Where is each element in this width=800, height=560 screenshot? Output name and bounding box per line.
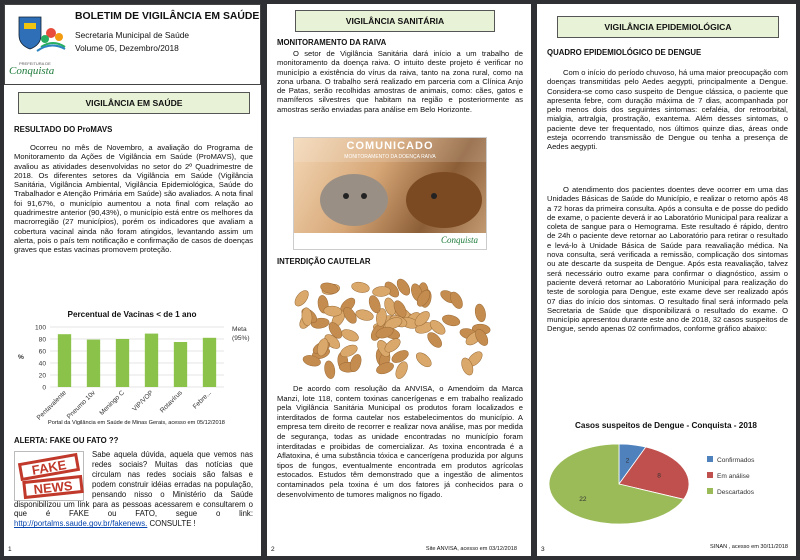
alert-heading: ALERTA: FAKE OU FATO ?? [14,436,119,445]
campaign-brand: Conquista [440,235,478,245]
page-3 [537,4,796,556]
result-heading: RESULTADO DO ProMAVS [14,125,113,134]
legend-swatch [707,472,713,478]
x-tick-label: Pneumo 10v [65,389,97,421]
legend-label: Confirmados [717,457,755,464]
result-text: Ocorreu no mês de Novembro, a avaliação do Programa de Monitoramento da Ações de Vigilância em Saúde (ProMAVS), que avaliou as atividades desenvolvidas no setor do 2º Quadrimestre de 2018. Os diferentes setores da Vigilância em Saúde (Vigilância Sanitária, Vigilância Ambiental, Vigilância Epidemiológica, Saúde do Trabalhador e Atenção Primária em Saúde) são avaliados. A nota final foi 91,67%, o município aumentou a nota final com relação ao quadrimestre anterior (90,43%), o município está entre os melhores da macrorregião (27 municípios), porém os indicadores que avaliam a cobertura vacinal ainda não foram atingidos, levantando assim um alerta, pois o país tem notificação e confirmação de casos de doenças graves que estas vacinas promovem proteção. [14,143,253,255]
page-number: 3 [541,546,545,553]
slice-label: 22 [579,495,587,503]
bar [174,342,187,387]
bar [87,340,100,387]
fake-stamp-text: FAKE [18,453,80,481]
brand-name: Conquista [9,65,55,77]
chart-title: Percentual de Vacinas < de 1 ano [67,310,197,319]
page-number: 2 [271,546,275,553]
legend-swatch [707,456,713,462]
header-subtitle: Secretaria Municipal de Saúde [75,30,190,40]
bar [116,339,129,387]
chart-title: Casos suspeitos de Dengue - Conquista - 2018 [575,421,757,430]
dengue-heading: QUADRO EPIDEMIOLÓGICO DE DENGUE [547,48,702,57]
anvisa-source: Site ANVISA, acesso em 03/12/2018 [425,546,517,552]
ban-heading: INTERDIÇÃO CAUTELAR [277,257,371,266]
news-stamp-text: NEWS [22,475,84,499]
slice-label: 8 [657,472,661,480]
ban-text: De acordo com resolução da ANVISA, o Amendoim da Marca Manzi, lote 118, contem toxinas cancerígenas e em trabalho realizado pela Vigilância Sanitária Municipal os produtos foram localizados e interditados de forma cautelar nos estabelecimentos do município. A empresa tem direito de recorrer e realizar nova análise, mas por medida de segurança, todas as unidade encontradas no município foram interditadas e proibidas de comercializar. As toxina encontrada é a Aflatoxina, é uma substância tóxica e cancerígena produzida por alguns tipos de fungos, eventualmente encontrada em produtos agrícolas estocados. Estudos têm demonstrado que a ingestão de alimentos contaminados pela toxina é um dos fatores já conhecidos para o desenvolvimento de tumores malignos no fígado. [277,384,523,499]
dengue-pie-chart [541,416,791,534]
x-tick-label: VIP/VOP [131,389,155,414]
bulletin-header [4,4,261,85]
legend-label: Descartados [717,489,755,496]
rabies-campaign-image [293,137,487,250]
bar [58,334,71,387]
page-number: 1 [8,546,12,553]
goal-annotation-line1: Meta [232,326,247,333]
goal-annotation-line2: (95%) [232,335,250,342]
legend-swatch [707,488,713,494]
section-tag-vigilancia-saude: VIGILÂNCIA EM SAÚDE [18,92,250,114]
y-tick-label: 80 [38,336,46,344]
x-tick-label: Febre... [191,389,213,411]
vaccine-bar-chart [6,303,258,429]
alert-text: Sabe aquela dúvida, aquela que vemos nas redes sociais? Muitas das notícias que circulam nas redes sociais são falsas e podem construir idéias erradas na população, pensando nisso o Ministério da Saúde disponibilizou um link para as pessoas acessarem e consultarem o que é FAKE ou FATO, segue o link: http://portalms.saude.gov.br/fakenews. CONSULTE ! [14,450,253,529]
page-2 [267,4,531,556]
y-tick-label: 40 [38,360,46,368]
x-tick-label: Meningo C [98,389,126,417]
section-tag-vigilancia-epidemiologica: VIGILÂNCIA EPIDEMIOLÓGICA [557,16,779,38]
x-tick-label: Rotavírus [159,389,184,415]
y-tick-label: 100 [34,324,46,332]
page-1 [4,4,261,556]
slice-label: 2 [625,457,630,465]
y-tick-label: 60 [38,348,46,356]
city-logo-icon [11,11,67,67]
campaign-title: COMUNICADO [346,140,434,152]
dengue-text-1: Com o início do período chuvoso, há uma maior preocupação com doenças transmitidas pelo Aedes aegypti, principalmente a Dengue. Considera-se como caso suspeito de Dengue clássica, o paciente que apresenta febre, com duração máxima de 7 dias, acompanhada por pelo menos dois dos seguintes sintomas: cefaléia, dor retroorbital, mialgia, artralgia, prostração, exantema. Além desses sintomas, o paciente deve ter frequentado, nos últimos quinze dias, áreas onde esteja ocorrendo transmissão de Dengue ou tenha a presença de Aedes aegypti. [547,68,788,152]
header-volume: Volume 05, Dezembro/2018 [75,43,179,53]
y-axis-label: % [18,354,24,361]
rabies-heading: MONITORAMENTO DA RAIVA [277,38,387,47]
section-tag-vigilancia-sanitaria: VIGILÂNCIA SANITÁRIA [295,10,495,32]
chart-source: Portal da Vigilância em Saúde de Minas Gerais, acesso em 05/12/2018 [48,420,225,426]
bar [145,334,158,387]
campaign-subtitle: MONITORAMENTO DA DOENÇA RAIVA [344,154,436,160]
sinan-source: SINAN , acesso em 30/11/2018 [710,544,788,550]
y-tick-label: 20 [38,372,46,380]
legend-label: Em análise [717,473,750,480]
x-tick-label: Pentavalente [35,389,68,422]
brand-prefix: PREFEITURA DE [19,61,51,66]
fakenews-link[interactable]: http://portalms.saude.gov.br/fakenews. [14,519,148,529]
bar [203,338,216,387]
y-tick-label: 0 [42,384,46,392]
peanuts-image [289,275,497,379]
consult-text: CONSULTE ! [149,519,196,529]
rabies-text: O setor de Vigilância Sanitária dará início a um trabalho de monitoramento da doença raiva. O intuito deste projeto é verificar no município a existência do vírus da raiva, tanto na zona rural, como na zona urbana. O trabalho será realizado em parceria com a Clínica Anjo de Patas, serão recolhidas amostras de animais, como: cães, gatos e mamíferos silvestres que habitam na região e posteriormente as amostras serão enviadas para análise em Belo Horizonte. [277,49,523,114]
dengue-text-2: O atendimento dos pacientes doentes deve ocorrer em uma das Unidades Básicas de Saúde do Município, e realizar o retorno após 48 a 72 horas da primeira consulta. Após a consulta e de posse do pedido de exame, o paciente deverá ir ao Laboratório Municipal para realizar a coleta de sangue para o Hemograma. Este resultado é rápido, dentro de 24h o paciente deve retornar ao Laboratório para retirar o resultado e levá-lo à Unidade Básica de Saúde para reavaliação médica. Na nova consulta, será verificada a remissão, complicação dos sintomas ou ate descarte da suspeita de Dengue. Após esta reavaliação, talvez será necessário outro exame para confirmar o diagnóstico, assim o paciente deverá retornar ao Laboratório Municipal para realização do teste de sorologia para Dengue, este exame deve ser realizado após 07 dias do início dos sintomas. O resultado final será informado pela Secretaria de Saúde que disponibilizará o resultado do exame. O município apresentou durante este ano de 2018, 32 casos suspeitos de Dengue, sendo apenas 02 confirmados, conforme gráfico abaixo: [547,185,788,334]
bulletin-title: BOLETIM DE VIGILÂNCIA EM SAÚDE [75,11,260,22]
